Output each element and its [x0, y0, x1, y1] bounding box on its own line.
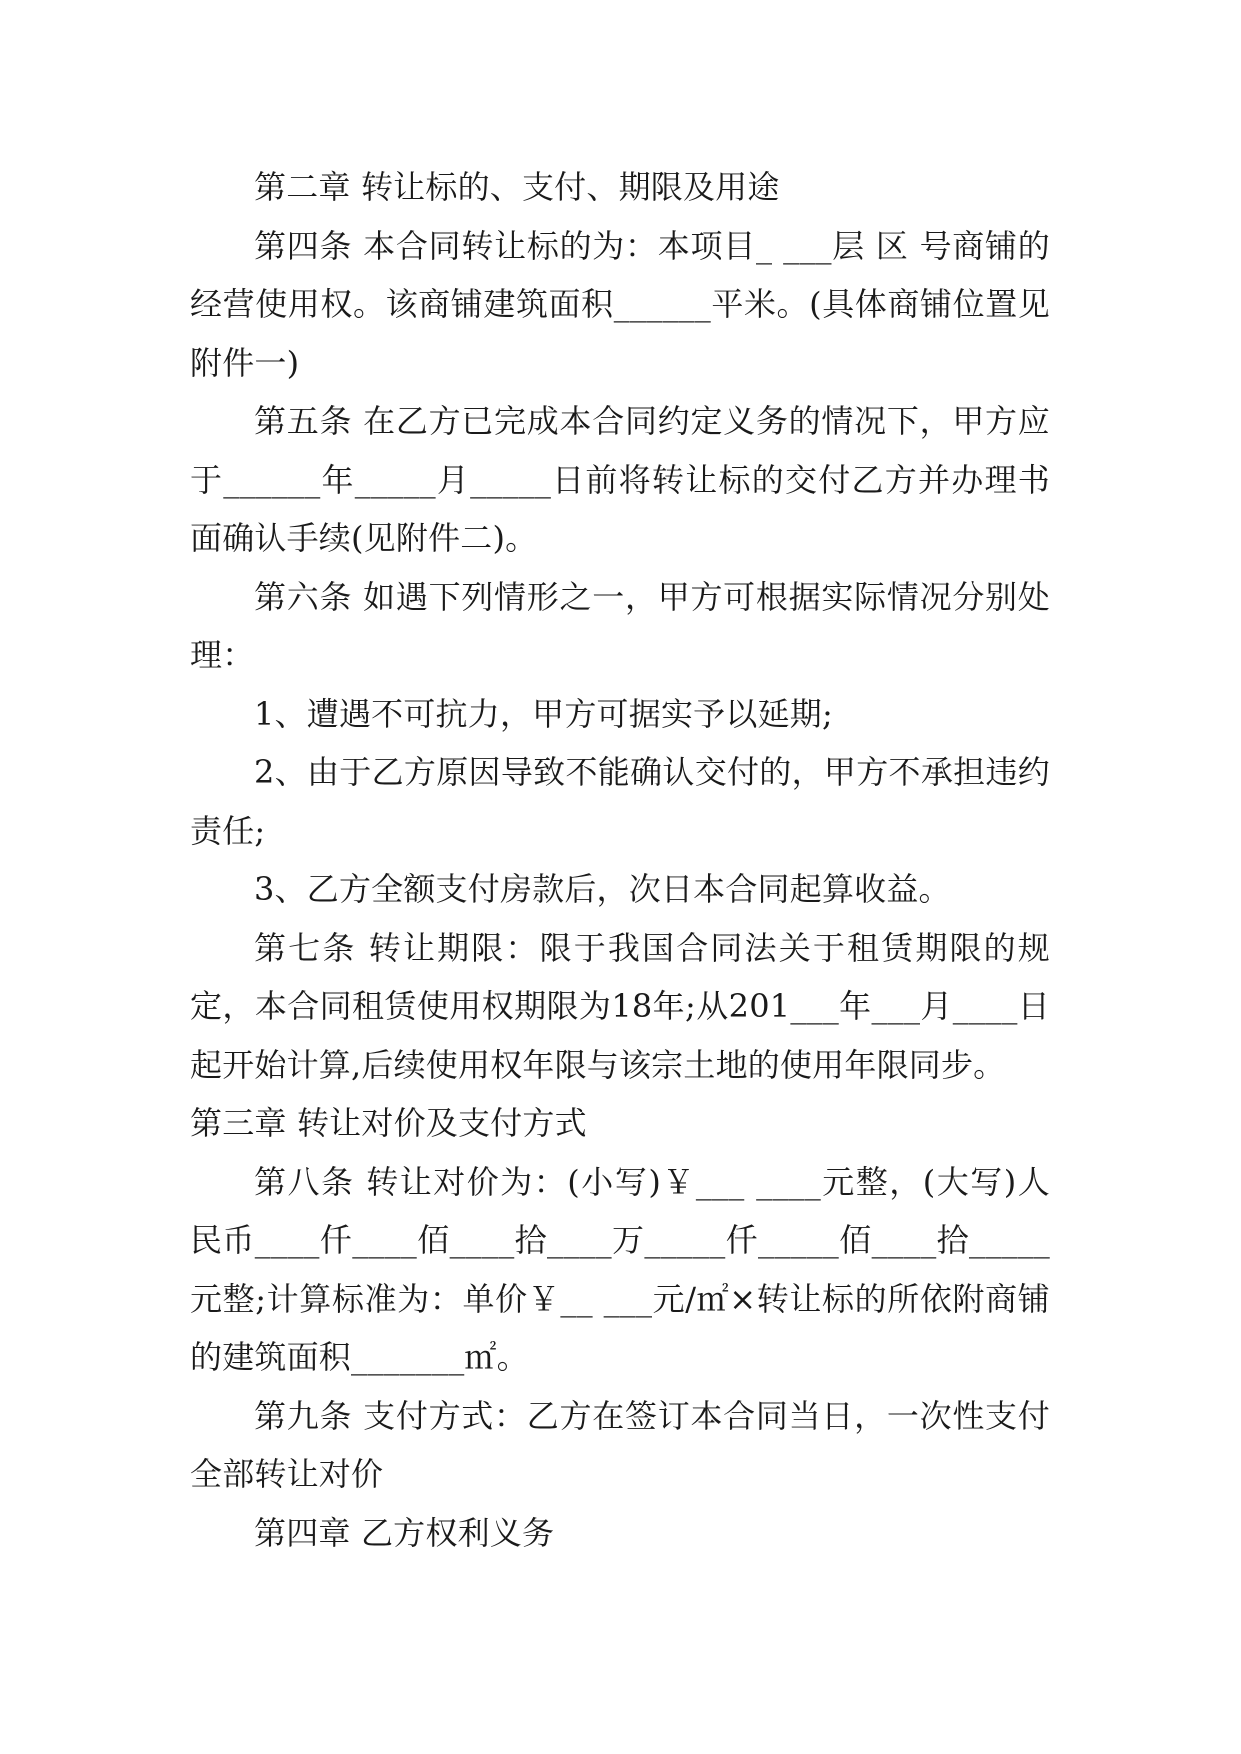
- article-5: 第五条 在乙方已完成本合同约定义务的情况下，甲方应于______年_____月_____日前将转让标的交付乙方并办理书面确认手续(见附件二)。: [190, 402, 1050, 557]
- article-4: 第四条 本合同转让标的为：本项目_ ___层 区 号商铺的经营使用权。该商铺建筑面积______平米。(具体商铺位置见附件一): [190, 226, 1050, 382]
- article-7: 第七条 转让期限：限于我国合同法关于租赁期限的规定，本合同租赁使用权期限为18年;从201___年___月____日起开始计算,后续使用权年限与该宗土地的使用年限同步。: [190, 928, 1050, 1084]
- article-6-item-1: 1、遭遇不可抗力，甲方可据实予以延期;: [254, 694, 833, 733]
- article-9: 第九条 支付方式：乙方在签订本合同当日，一次性支付全部转让对价: [190, 1396, 1050, 1493]
- chapter-2-heading: 第二章 转让标的、支付、期限及用途: [254, 168, 780, 206]
- article-6-item-3: 3、乙方全额支付房款后，次日本合同起算收益。: [254, 870, 951, 908]
- article-6-item-2: 2、由于乙方原因导致不能确认交付的，甲方不承担违约责任;: [190, 753, 1050, 850]
- chapter-4-heading: 第四章 乙方权利义务: [254, 1513, 555, 1552]
- article-6: 第六条 如遇下列情形之一，甲方可根据实际情况分别处理：: [190, 577, 1050, 674]
- document-body: [190, 158, 1050, 1562]
- article-8: 第八条 转让对价为：(小写)￥___ ____元整，(大写)人民币____仟____佰____拾____万_____仟_____佰____拾_____元整;计算标准为：单价￥__ ___元/㎡×转让标的所依附商铺的建筑面积_______㎡。: [190, 1162, 1050, 1376]
- chapter-3-heading: 第三章 转让对价及支付方式: [190, 1104, 587, 1142]
